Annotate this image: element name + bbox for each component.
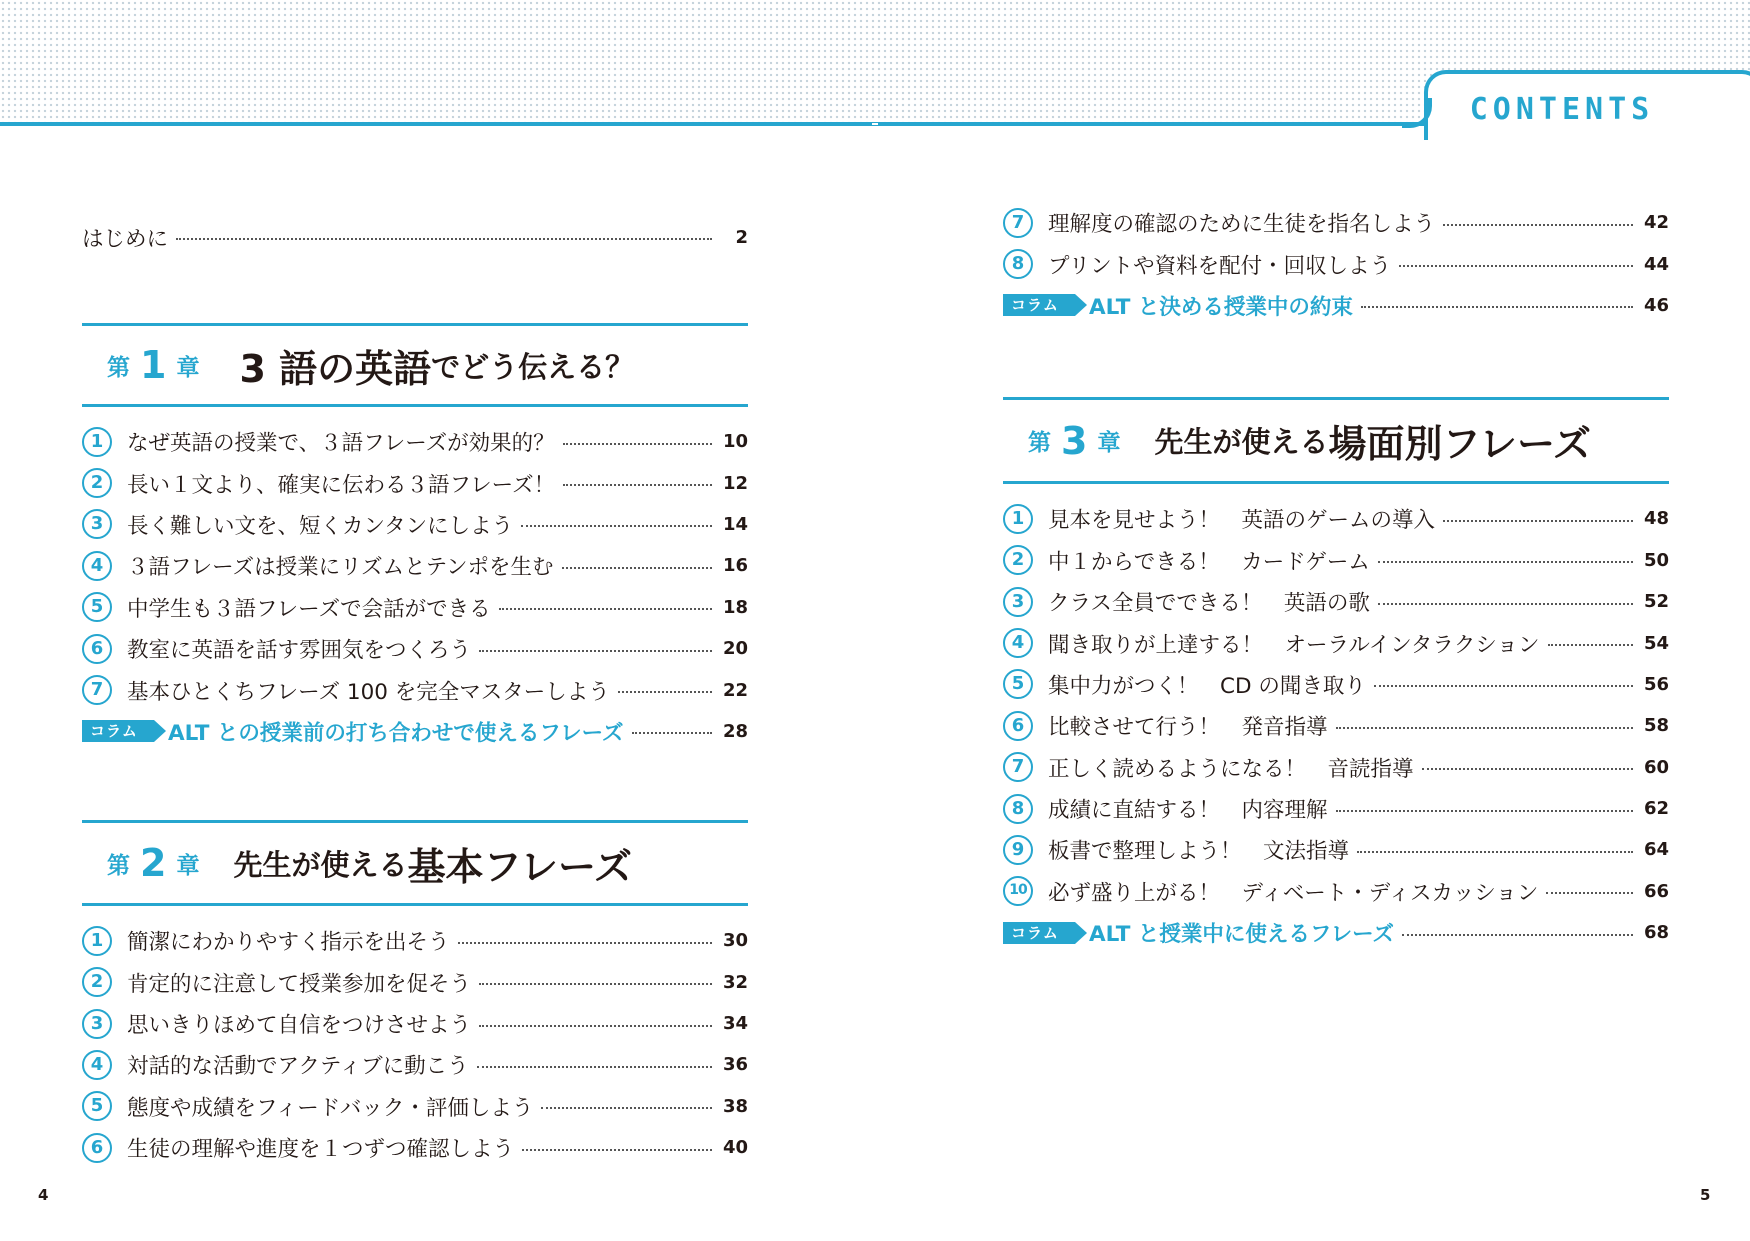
toc-entry-page: 44	[1643, 253, 1669, 275]
chapter-title-main: 場面別フレーズ	[1328, 422, 1592, 467]
chapter-title-sub: 先生が使える	[1154, 425, 1329, 460]
toc-entry[interactable]	[1003, 202, 1669, 243]
chapter-sho: 章	[176, 852, 200, 879]
dot-leader	[1361, 306, 1633, 308]
toc-entry[interactable]	[1003, 540, 1669, 581]
contents-tab	[1424, 70, 1750, 140]
toc-entry[interactable]	[82, 587, 748, 628]
toc-entry-page: 28	[722, 720, 748, 742]
toc-entry-title: なぜ英語の授業で、３語フレーズが効果的？	[127, 431, 555, 457]
circled-number: 4	[82, 551, 112, 581]
chapter-dai: 第	[107, 354, 130, 381]
chapter-title-sub: 先生が使える	[233, 847, 408, 882]
toc-entry-title: ALT と授業中に使えるフレーズ	[1089, 922, 1394, 948]
toc-entry-title: 聞き取りが上達する！ オーラルインタラクション	[1048, 632, 1540, 658]
toc-entry[interactable]	[1003, 829, 1669, 870]
page-number-left: 4	[38, 1186, 49, 1204]
toc-entry[interactable]	[82, 1003, 748, 1044]
toc-entry[interactable]	[1003, 243, 1669, 284]
dot-leader	[562, 567, 712, 569]
toc-entry-column[interactable]	[82, 711, 748, 752]
circled-number: 2	[1003, 545, 1033, 575]
dot-leader	[479, 650, 712, 652]
toc-entry-title: 成績に直結する！ 内容理解	[1048, 798, 1328, 824]
circled-number: 4	[1003, 628, 1033, 658]
toc-entry-title: 思いきりほめて自信をつけさせよう	[127, 1013, 472, 1039]
toc-entry-title: 見本を見せよう！ 英語のゲームの導入	[1048, 508, 1436, 534]
toc-entry-page: 50	[1643, 549, 1669, 571]
circled-number: 7	[1003, 208, 1033, 238]
column-tag: コラム	[82, 720, 154, 742]
circled-number: 1	[82, 427, 112, 457]
dot-leader	[541, 1107, 712, 1109]
chapter-3-list	[1003, 498, 1669, 953]
chapter-dai: 第	[107, 852, 130, 879]
dot-leader	[521, 525, 712, 527]
toc-entry-title: クラス全員でできる！ 英語の歌	[1048, 591, 1370, 617]
toc-entry[interactable]	[1003, 664, 1669, 705]
circled-number: 6	[82, 1133, 112, 1163]
dot-leader	[618, 691, 712, 693]
toc-entry-page: 56	[1643, 673, 1669, 695]
toc-entry[interactable]	[82, 421, 748, 462]
toc-entry[interactable]	[1003, 581, 1669, 622]
contents-label: CONTENTS	[1469, 92, 1655, 127]
circled-number: 3	[82, 509, 112, 539]
chapter-1-heading	[82, 323, 748, 407]
circled-number: 6	[1003, 711, 1033, 741]
toc-entry[interactable]	[82, 920, 748, 961]
chapter-number: 2	[140, 841, 167, 886]
toc-entry[interactable]	[82, 628, 748, 669]
dot-leader	[1357, 851, 1633, 853]
toc-entry-title: 比較させて行う！ 発音指導	[1048, 715, 1328, 741]
toc-entry-title: ALT と決める授業中の約束	[1089, 294, 1353, 320]
toc-entry-title: 対話的な活動でアクティブに動こう	[127, 1054, 469, 1080]
toc-entry-page: 22	[722, 679, 748, 701]
toc-entry-title: 簡潔にわかりやすく指示を出そう	[127, 930, 450, 956]
toc-entry-page: 32	[722, 971, 748, 993]
dot-leader	[1378, 561, 1633, 563]
toc-entry-title: 必ず盛り上がる！ ディベート・ディスカッション	[1048, 880, 1539, 906]
toc-entry-title: はじめに	[82, 226, 169, 252]
toc-entry-title: 基本ひとくちフレーズ 100 を完全マスターしよう	[127, 679, 610, 705]
chapter-title-main: 基本フレーズ	[407, 844, 633, 889]
toc-entry[interactable]	[82, 504, 748, 545]
circled-number: 8	[1003, 794, 1033, 824]
circled-number: 10	[1003, 876, 1033, 906]
dot-leader	[1422, 768, 1633, 770]
toc-entry[interactable]	[82, 669, 748, 710]
chapter-2-heading	[82, 820, 748, 906]
toc-entry-page: 66	[1643, 880, 1669, 902]
toc-entry[interactable]	[82, 1044, 748, 1085]
circled-number: 5	[82, 1091, 112, 1121]
toc-entry-page: 12	[722, 472, 748, 494]
toc-entry-column[interactable]	[1003, 285, 1669, 326]
page-number-right: 5	[1700, 1186, 1711, 1204]
dot-leader	[522, 1149, 712, 1151]
toc-entry[interactable]	[1003, 622, 1669, 663]
dot-leader	[477, 1066, 712, 1068]
toc-entry-intro[interactable]	[82, 222, 748, 252]
toc-entry-title: 長く難しい文を、短くカンタンにしよう	[127, 513, 514, 539]
toc-entry-title: 生徒の理解や進度を１つずつ確認しよう	[127, 1137, 515, 1163]
toc-entry-column[interactable]	[1003, 912, 1669, 953]
toc-entry-title: 長い１文より、確実に伝わる３語フレーズ！	[127, 472, 556, 498]
toc-entry[interactable]	[1003, 871, 1669, 912]
dot-leader	[479, 983, 712, 985]
dot-leader	[1374, 685, 1633, 687]
circled-number: 6	[82, 634, 112, 664]
toc-entry-page: 2	[735, 226, 748, 248]
toc-entry-page: 30	[722, 930, 748, 952]
chapter-1-list	[82, 421, 748, 752]
toc-entry[interactable]	[82, 1086, 748, 1127]
circled-number: 2	[82, 967, 112, 997]
dot-leader	[1336, 727, 1633, 729]
toc-entry-title: 板書で整理しよう！ 文法指導	[1048, 839, 1350, 865]
chapter-number: 1	[140, 343, 167, 387]
toc-entry-page: 34	[722, 1013, 748, 1035]
dot-leader	[1548, 644, 1634, 646]
toc-entry-page: 62	[1643, 798, 1669, 820]
toc-entry-title: プリントや資料を配付・回収しよう	[1048, 253, 1392, 279]
circled-number: 5	[1003, 669, 1033, 699]
chapter-2-list-part-2	[1003, 202, 1669, 326]
circled-number: 5	[82, 592, 112, 622]
toc-entry-page: 16	[722, 555, 748, 577]
dot-leader	[1336, 810, 1633, 812]
circled-number: 2	[82, 468, 112, 498]
dot-leader	[1443, 520, 1633, 522]
column-tag: コラム	[1003, 294, 1075, 316]
dot-leader	[563, 443, 712, 445]
toc-entry-page: 14	[722, 513, 748, 535]
chapter-sho: 章	[176, 354, 200, 381]
dot-leader	[1443, 224, 1633, 226]
toc-entry-title: 理解度の確認のために生徒を指名しよう	[1048, 212, 1436, 238]
chapter-number: 3	[1061, 418, 1088, 463]
toc-entry[interactable]	[82, 462, 748, 503]
toc-entry[interactable]	[82, 1127, 748, 1168]
chapter-title-sub: でどう伝える？	[431, 349, 635, 384]
toc-entry-title: ３語フレーズは授業にリズムとテンポを生む	[127, 555, 554, 581]
circled-number: 7	[1003, 752, 1033, 782]
dot-leader	[479, 1025, 712, 1027]
toc-entry-title: 集中力がつく！ CD の聞き取り	[1048, 673, 1366, 699]
toc-entry-page: 38	[722, 1095, 748, 1117]
toc-entry-page: 36	[722, 1054, 748, 1076]
toc-entry-page: 46	[1643, 294, 1669, 316]
toc-entry[interactable]	[1003, 788, 1669, 829]
dot-leader	[499, 608, 712, 610]
toc-entry[interactable]	[82, 545, 748, 586]
dot-leader	[563, 484, 712, 486]
toc-entry-page: 58	[1643, 715, 1669, 737]
toc-entry[interactable]	[1003, 705, 1669, 746]
dot-leader	[1402, 934, 1633, 936]
toc-entry-page: 68	[1643, 922, 1669, 944]
column-tag: コラム	[1003, 922, 1075, 944]
toc-entry-title: 中１からできる！ カードゲーム	[1048, 549, 1370, 575]
dot-leader	[1399, 265, 1633, 267]
toc-entry-title: 肯定的に注意して授業参加を促そう	[127, 971, 472, 997]
chapter-3-heading	[1003, 397, 1669, 484]
toc-entry-page: 20	[722, 638, 748, 660]
toc-entry-page: 52	[1643, 591, 1669, 613]
toc-entry-title: 中学生も３語フレーズで会話ができる	[127, 596, 491, 622]
circled-number: 1	[82, 926, 112, 956]
toc-entry-page: 10	[722, 431, 748, 453]
toc-entry-page: 64	[1643, 839, 1669, 861]
toc-entry-title: ALT との授業前の打ち合わせで使えるフレーズ	[168, 720, 624, 746]
toc-entry[interactable]	[1003, 498, 1669, 539]
toc-entry-title: 態度や成績をフィードバック・評価しよう	[127, 1095, 534, 1121]
toc-entry-title: 正しく読めるようになる！ 音読指導	[1048, 756, 1414, 782]
toc-entry-page: 60	[1643, 756, 1669, 778]
circled-number: 7	[82, 675, 112, 705]
dot-leader	[1378, 603, 1633, 605]
circled-number: 4	[82, 1050, 112, 1080]
chapter-title-main: 3 語の英語	[239, 346, 432, 391]
toc-entry-page: 18	[722, 596, 748, 618]
spine-gap	[872, 123, 878, 125]
circled-number: 8	[1003, 249, 1033, 279]
circled-number: 1	[1003, 504, 1033, 534]
left-page-toc	[82, 222, 748, 1168]
toc-entry-title: 教室に英語を話す雰囲気をつくろう	[127, 638, 472, 664]
dot-leader	[458, 942, 712, 944]
toc-entry[interactable]	[82, 962, 748, 1003]
toc-entry-page: 54	[1643, 632, 1669, 654]
chapter-dai: 第	[1028, 430, 1051, 457]
toc-entry-page: 40	[722, 1137, 748, 1159]
dot-leader	[176, 238, 712, 240]
toc-entry[interactable]	[1003, 747, 1669, 788]
dot-leader	[1546, 892, 1633, 894]
circled-number: 9	[1003, 835, 1033, 865]
dot-leader	[632, 732, 713, 734]
circled-number: 3	[1003, 587, 1033, 617]
chapter-2-list-part-1	[82, 920, 748, 1168]
chapter-sho: 章	[1097, 430, 1121, 457]
right-page-toc	[1003, 211, 1669, 953]
circled-number: 3	[82, 1009, 112, 1039]
toc-entry-page: 48	[1643, 508, 1669, 530]
toc-entry-page: 42	[1643, 212, 1669, 234]
